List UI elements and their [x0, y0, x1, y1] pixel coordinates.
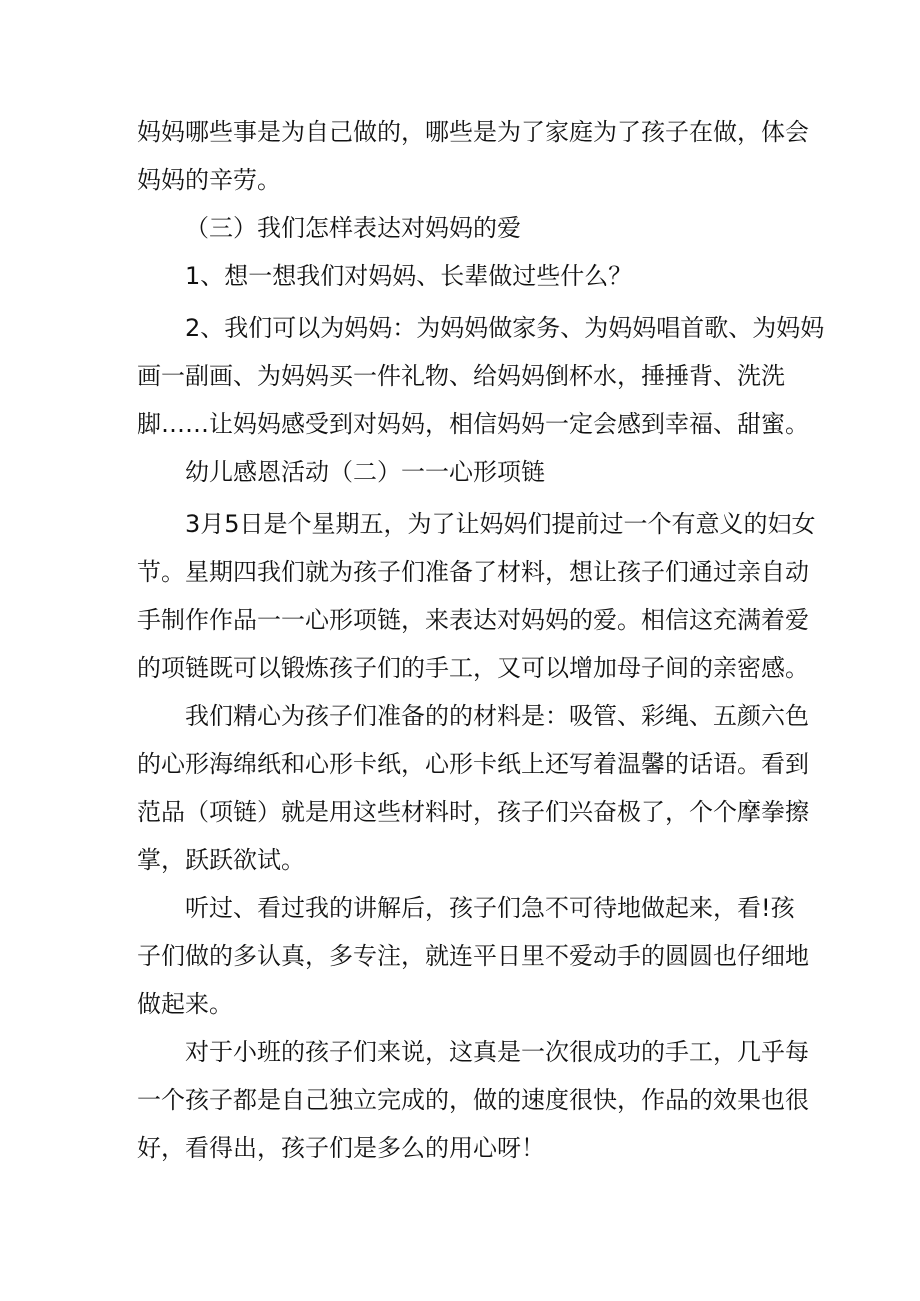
- paragraph-1-line-2: 妈妈的辛劳。: [137, 166, 281, 194]
- paragraph-6-line-4: 的项链既可以锻炼孩子们的手工，又可以增加母子间的亲密感。: [137, 654, 809, 682]
- paragraph-6-line-1: 3月5日是个星期五，为了让妈妈们提前过一个有意义的妇女: [185, 510, 816, 538]
- paragraph-9-line-1: 对于小班的孩子们来说，这真是一次很成功的手工，几乎每: [185, 1038, 809, 1066]
- paragraph-1-line-1: 妈妈哪些事是为自己做的，哪些是为了家庭为了孩子在做，体会: [137, 118, 809, 146]
- section-heading-3: （三）我们怎样表达对妈妈的爱: [185, 214, 521, 242]
- activity-heading-2: 幼儿感恩活动（二）一一心形项链: [185, 458, 545, 486]
- paragraph-6-line-3: 手制作作品一一心形项链，来表达对妈妈的爱。相信这充满着爱: [137, 606, 809, 634]
- paragraph-7-line-3: 范品（项链）就是用这些材料时，孩子们兴奋极了，个个摩拳擦: [137, 798, 809, 826]
- paragraph-7-line-4: 掌，跃跃欲试。: [137, 846, 305, 874]
- paragraph-8-line-2: 子们做的多认真，多专注，就连平日里不爱动手的圆圆也仔细地: [137, 942, 809, 970]
- paragraph-3-line-1: 1、想一想我们对妈妈、长辈做过些什么？: [185, 262, 633, 290]
- paragraph-8-line-1: 听过、看过我的讲解后，孩子们急不可待地做起来，看!孩: [185, 894, 795, 922]
- paragraph-9-line-3: 好，看得出，孩子们是多么的用心呀！: [137, 1134, 545, 1162]
- paragraph-9-line-2: 一个孩子都是自己独立完成的，做的速度很快，作品的效果也很: [137, 1086, 809, 1114]
- paragraph-4-line-2: 画一副画、为妈妈买一件礼物、给妈妈倒杯水，捶捶背、洗洗: [137, 362, 785, 390]
- paragraph-8-line-3: 做起来。: [137, 990, 233, 1018]
- paragraph-4-line-3: 脚……让妈妈感受到对妈妈，相信妈妈一定会感到幸福、甜蜜。: [137, 410, 809, 438]
- paragraph-7-line-2: 的心形海绵纸和心形卡纸，心形卡纸上还写着温馨的话语。看到: [137, 750, 809, 778]
- paragraph-6-line-2: 节。星期四我们就为孩子们准备了材料，想让孩子们通过亲自动: [137, 558, 809, 586]
- paragraph-7-line-1: 我们精心为孩子们准备的的材料是：吸管、彩绳、五颜六色: [185, 702, 809, 730]
- paragraph-4-line-1: 2、我们可以为妈妈：为妈妈做家务、为妈妈唱首歌、为妈妈: [185, 314, 825, 342]
